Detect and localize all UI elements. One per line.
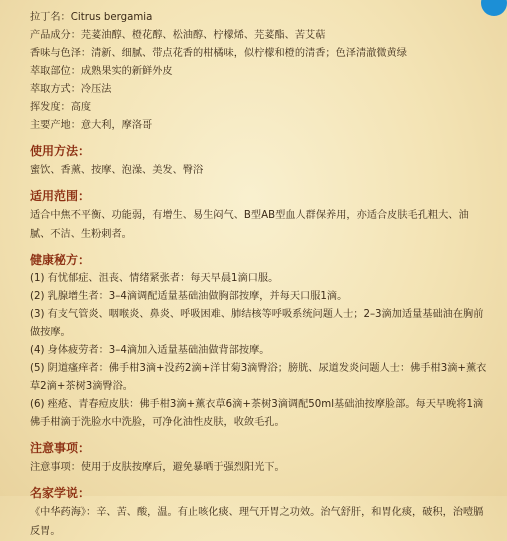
usage-text: 蜜饮、香薰、按摩、泡澡、美发、臀浴 (30, 165, 204, 176)
latin-name: 拉丁名：Citrus bergamia (30, 12, 153, 23)
main-origin: 主要产地：意大利，摩洛哥 (30, 120, 153, 131)
recipe-item: (1) 有忧郁症、沮丧、情绪紧张者：每天早晨1滴口服。 (30, 273, 279, 284)
aroma-color: 香味与色泽：清新、细腻、带点花香的柑橘味，似柠檬和橙的清香；色泽清澈微黄绿 (30, 48, 407, 59)
scope-title: 适用范围： (30, 189, 91, 203)
extraction-part: 萃取部位：成熟果实的新鲜外皮 (30, 66, 173, 77)
recipe-item: (3) 有支气管炎、咽喉炎、鼻炎、呼吸困难、肺结核等呼吸系统问题人士；2–3滴加适量基础油在胸前做按摩。 (30, 309, 484, 338)
extraction-method: 萃取方式：冷压法 (30, 84, 112, 95)
recipe-item: (6) 痤疮、青春痘皮肤：佛手柑3滴+薰衣草6滴+茶树3滴调配50ml基础油按摩脸部。每天早晚将1滴佛手柑滴于洗脸水中洗脸，可净化油性皮肤，收敛毛孔。 (30, 399, 484, 428)
recipe-item: (4) 身体疲劳者：3–4滴加入适量基础油做背部按摩。 (30, 345, 270, 356)
quotes-text: 《中华药海》：辛、苦、酸，温。有止咳化痰、理气开胃之功效。治气舒肝，和胃化痰，破积，治噎膈反胃。 (30, 507, 484, 537)
volatility: 挥发度：高度 (30, 102, 92, 113)
quotes-title: 名家学说： (30, 486, 91, 500)
product-info-block (30, 9, 487, 135)
notes-title: 注意事项： (30, 441, 91, 455)
scope-text: 适合中焦不平衡、功能弱，有增生、易生闷气、B型AB型血人群保养用，亦适合皮肤毛孔粗大、油腻、不洁、生粉刺者。 (30, 210, 469, 240)
product-components: 产品成分：芫荽油醇、橙花醇、松油醇、柠檬烯、芫荽酯、苦艾萜 (30, 30, 326, 41)
notes-text: 注意事项：使用于皮肤按摩后，避免暴晒于强烈阳光下。 (30, 462, 285, 473)
recipe-item: (2) 乳腺增生者：3–4滴调配适量基础油做胸部按摩，并每天口服1滴。 (30, 291, 348, 302)
recipes-title: 健康秘方： (30, 253, 91, 267)
usage-title: 使用方法： (30, 144, 91, 158)
recipes-list (30, 270, 487, 432)
recipe-item: (5) 阴道瘙痒者：佛手柑3滴+没药2滴+洋甘菊3滴臀浴；膀胱、尿道发炎问题人士：佛手柑3滴+薰衣草2滴+茶树3滴臀浴。 (30, 363, 487, 392)
